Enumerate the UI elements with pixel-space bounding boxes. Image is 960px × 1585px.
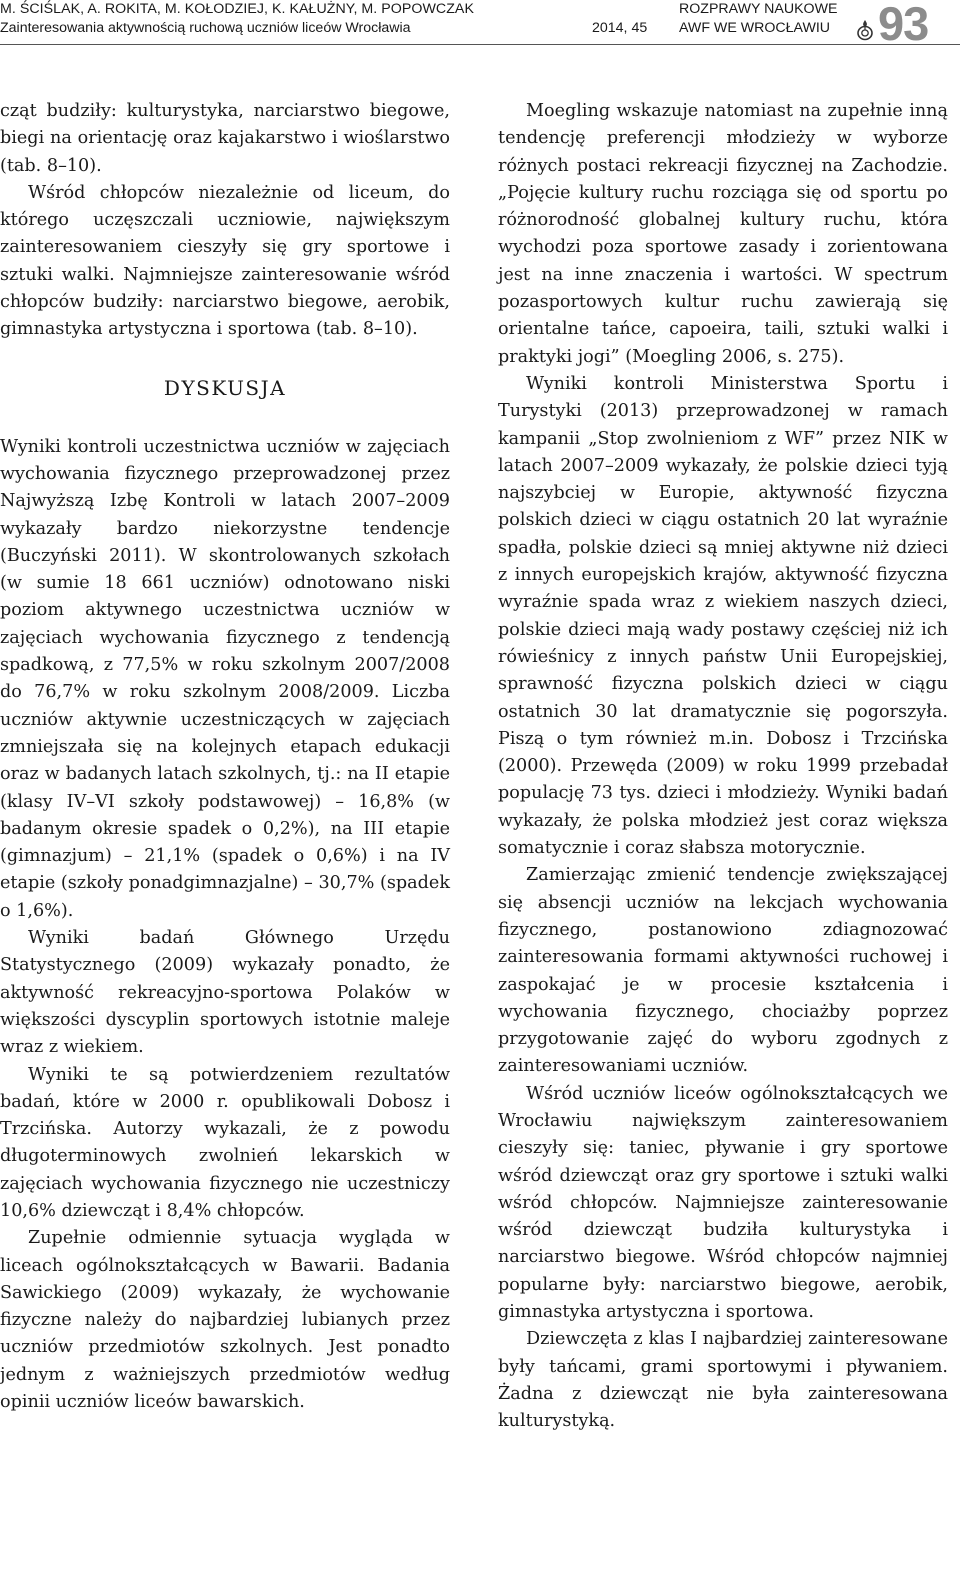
header-journal-name-line1: ROZPRAWY NAUKOWE	[679, 1, 838, 17]
paragraph: Wyniki kontroli uczestnictwa uczniów w zajęciach wychowania fizycznego przeprowadzonej przez Najwyższą Izbę Kontroli w latach 2007–2009 wykazały bardzo niekorzystne tendencje (Buczyński 2011). W skontrolowanych szkołach (w sumie 18 661 uczniów) odnotowano niski poziom aktywnego uczestnictwa uczniów w zajęciach wychowania fizycznego z tendencją spadkową, z 77,5% w roku szkolnym 2007/2008 do 76,7% w roku szkolnym 2008/2009. Liczba uczniów aktywnie uczestniczących w zajęciach zmniejszała się na kolejnych etapach edukacji oraz w badanych latach szkolnych, tj.: na II etapie (klasy IV–VI szkoły podstawowej) – 16,8% (w badanym okresie spadek o 0,2%), na III etapie (gimnazjum) – 21,1% (spadek o 0,6%) i na IV etapie (szkoły ponadgimnazjalne) – 30,7% (spadek o 1,6%).	[0, 436, 450, 921]
paragraph: Wyniki kontroli Ministerstwa Sportu i Turystyki (2013) przeprowadzonej w ramach kampanii „Stop zwolnieniom z WF” przez NIK w latach 2007–2009 wykazały, że polskie dzieci tyją najszybciej w Europie, aktywność fizyczna polskich dzieci w ciągu ostatnich 20 lat wyraźnie spadła, polskie dzieci są mniej aktywne niż dzieci z innych europejskich krajów, aktywność fizyczna wyraźnie spada wraz z wiekiem naszych dzieci, polskie dzieci mają wady postawy częściej niż ich rówieśnicy z innych państw Unii Europejskiej, sprawność fizyczna polskich dzieci w ciągu ostatnich 30 lat dramatycznie się pogorszyła. Piszą o tym również m.in. Dobosz i Trzcińska (2000). Przewęda (2009) w roku 1999 przebadał populację 73 tys. dzieci i młodzieży. Wyniki badań wykazały, że polska młodzież jest coraz większa somatycznie i coraz słabsza motorycznie.	[498, 373, 948, 859]
left-text-column	[0, 98, 450, 1416]
paragraph: Dziewczęta z klas I najbardziej zainteresowane były tańcami, grami sportowymi i pływaniem. Żadna z dziewcząt nie była zainteresowana kulturystyką.	[498, 1329, 948, 1432]
paragraph: Wyniki te są potwierdzeniem rezultatów badań, które w 2000 r. opublikowali Dobosz i Trzcińska. Autorzy wykazali, że z powodu długoterminowych zwolnień lekarskich w zajęciach wychowania fizycznego nie uczestniczy 10,6% dziewcząt i 8,4% chłopców.	[0, 1064, 450, 1221]
page-number: 93	[878, 0, 929, 50]
header-year-issue: 2014, 45	[592, 20, 648, 36]
awf-logo-icon	[856, 19, 874, 41]
paragraph: Wyniki badań Głównego Urzędu Statystycznego (2009) wykazały ponadto, że aktywność rekreacyjno-sportowa Polaków w większości dyscyplin sportowych istotnie maleje wraz z wiekiem.	[0, 928, 450, 1058]
header-authors: M. ŚCIŚLAK, A. ROKITA, M. KOŁODZIEJ, K. KAŁUŻNY, M. POPOWCZAK	[0, 1, 474, 17]
right-text-column	[498, 98, 948, 1436]
paragraph: Zamierzając zmienić tendencje zwiększającej się absencji uczniów na lekcjach wychowania fizycznego, postanowiono zdiagnozować zainteresowania formami aktywności ruchowej i zaspokajać je w procesie kształcenia i wychowania fizycznego, chociażby poprzez przygotowanie zajęć do wyboru zgodnych z zainteresowaniami uczniów.	[498, 865, 948, 1077]
paragraph: Wśród chłopców niezależnie od liceum, do którego uczęszczali uczniowie, największym zainteresowaniem cieszyły się gry sportowe i sztuki walki. Najmniejsze zainteresowanie wśród chłopców budziły: narciarstwo biegowe, aerobik, gimnastyka artystyczna i sportowa (tab. 8–10).	[0, 182, 450, 340]
paragraph: Moegling wskazuje natomiast na zupełnie inną tendencję preferencji młodzieży w wyborze różnych postaci rekreacji fizycznej na Zachodzie. „Pojęcie kultury ruchu rozciąga się od sportu po różnorodność globalnej kultury ruchu, która wychodzi poza sportowe zasady i zorientowana jest na inne znaczenia i wartości. W spectrum pozasportowych kultur ruchu zawierają się orientalne tańce, capoeira, taili, sztuki walki i praktyki jogi” (Moegling 2006, s. 275).	[498, 101, 948, 367]
running-header	[0, 0, 960, 56]
section-heading-dyskusja: DYSKUSJA	[163, 375, 287, 400]
header-divider	[0, 44, 960, 45]
paragraph: Zupełnie odmiennie sytuacja wygląda w liceach ogólnokształcących w Bawarii. Badania Sawickiego (2009) wykazały, że wychowanie fizyczne należy do najbardziej lubianych przez uczniów przedmiotów szkolnych. Jest ponadto jednym z ważniejszych przedmiotów według opinii uczniów liceów bawarskich.	[0, 1228, 450, 1413]
paragraph-continued: cząt budziły: kulturystyka, narciarstwo biegowe, biegi na orientację oraz kajakarstwo i wioślarstwo (tab. 8–10).	[0, 101, 450, 176]
header-journal-name-line2: AWF WE WROCŁAWIU	[679, 20, 831, 36]
paragraph: Wśród uczniów liceów ogólnokształcących we Wrocławiu największym zainteresowaniem cieszyły się: taniec, pływanie i gry sportowe wśród dziewcząt oraz gry sportowe i sztuki walki wśród chłopców. Najmniejsze zainteresowanie wśród dziewcząt budziła kulturystyka i narciarstwo biegowe. Wśród chłopców najmniej popularne były: narciarstwo biegowe, aerobik, gimnastyka artystyczna i sportowa.	[498, 1083, 948, 1323]
header-article-title: Zainteresowania aktywnością ruchową uczniów liceów Wrocławia	[0, 20, 411, 36]
